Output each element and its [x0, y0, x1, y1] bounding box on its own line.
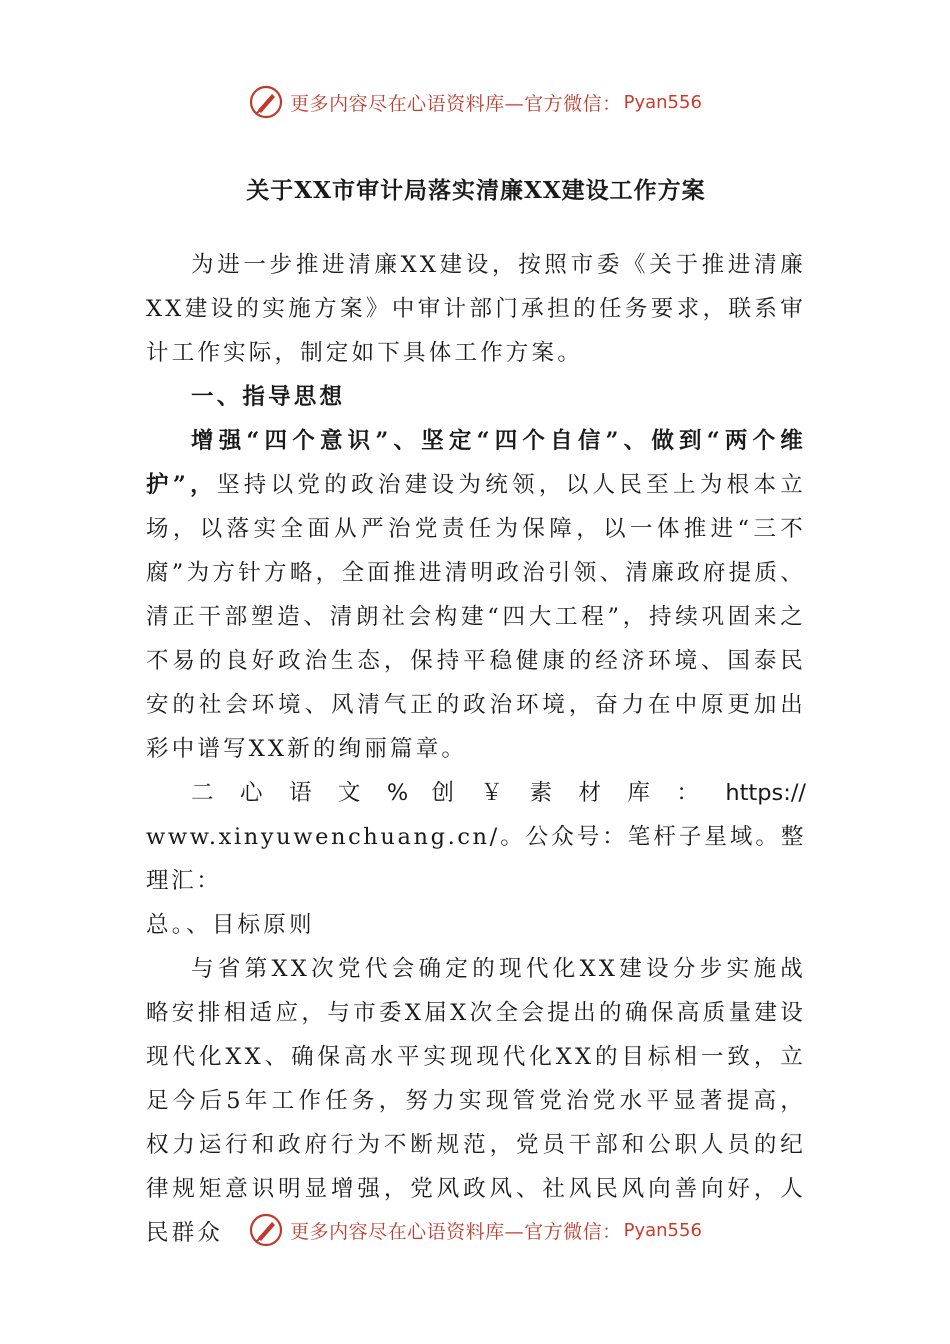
- inserted-char: 材: [578, 780, 605, 806]
- watermark-text: 更多内容尽在心语资料库—官方微信：: [290, 92, 622, 115]
- inserted-char: 文: [337, 780, 364, 806]
- inserted-char: 创: [431, 780, 458, 806]
- section1-lead: 增强“四个意识”、坚定“四个自信”、做到“两个维护”，: [146, 428, 806, 498]
- inserted-char: 二: [191, 780, 217, 806]
- section2-paragraph: 与省第XX次党代会确定的现代化XX建设分步实施战略安排相适应，与市委X届X次全会提出的确保高质量建设现代化XX、确保高水平实现现代化XX的目标相一致，立足今后5年工作任务，努力实现管党治党水平显著提高，权力运行和政府行为不断规范，党员干部和公职人员的纪律规矩意识明显增强，党风政风、社风民风向善向好，人民群众: [146, 956, 806, 1246]
- watermark-text: 更多内容尽在心语资料库—官方微信：: [290, 1220, 622, 1243]
- watermark-wechat-id: Pyan556: [623, 1219, 702, 1241]
- watermark-banner-bottom: [0, 1210, 950, 1250]
- inserted-watermark-line-2: [146, 815, 806, 903]
- inserted-char: ：: [676, 780, 703, 806]
- inserted-char: ￥: [480, 780, 507, 806]
- inserted-char: 语: [288, 780, 315, 806]
- inserted-watermark-url: www.xinyuwenchuang.cn/。公众号：笔杆子星域。整理汇：: [146, 824, 806, 894]
- pen-logo-icon: [248, 84, 284, 120]
- intro-paragraph: 为进一步推进清廉XX建设，按照市委《关于推进清廉XX建设的实施方案》中审计部门承担的任务要求，联系审计工作实际，制定如下具体工作方案。: [146, 252, 806, 366]
- inserted-watermark-line: [146, 771, 806, 815]
- inserted-char: %: [386, 780, 409, 806]
- section1-body: 坚持以党的政治建设为统领，以人民至上为根本立场，以落实全面从严治党责任为保障，以一体推进“三不腐”为方针方略，全面推进清明政治引领、清廉政府提质、清正干部塑造、清朗社会构建“四大工程”，持续巩固来之不易的良好政治生态，保持平稳健康的经济环境、国泰民安的社会环境、风清气正的政治环境，奋力在中原更加出彩中谱写XX新的绚丽篇章。: [146, 472, 807, 762]
- watermark-banner-top: [0, 82, 950, 122]
- inserted-char: https://: [725, 780, 806, 806]
- document-title: 关于XX市审计局落实清廉XX建设工作方案: [246, 177, 706, 204]
- inserted-char: 心: [239, 780, 266, 806]
- document-body: [146, 160, 806, 1255]
- inserted-char: 库: [627, 780, 654, 806]
- inserted-char: 素: [529, 780, 556, 806]
- section1-heading: 一、指导思想: [191, 384, 346, 410]
- watermark-wechat-id: Pyan556: [623, 91, 702, 113]
- section2-heading-line: 总。、目标原则: [146, 912, 315, 938]
- section1-paragraph: [146, 419, 806, 771]
- pen-logo-icon: [248, 1212, 284, 1248]
